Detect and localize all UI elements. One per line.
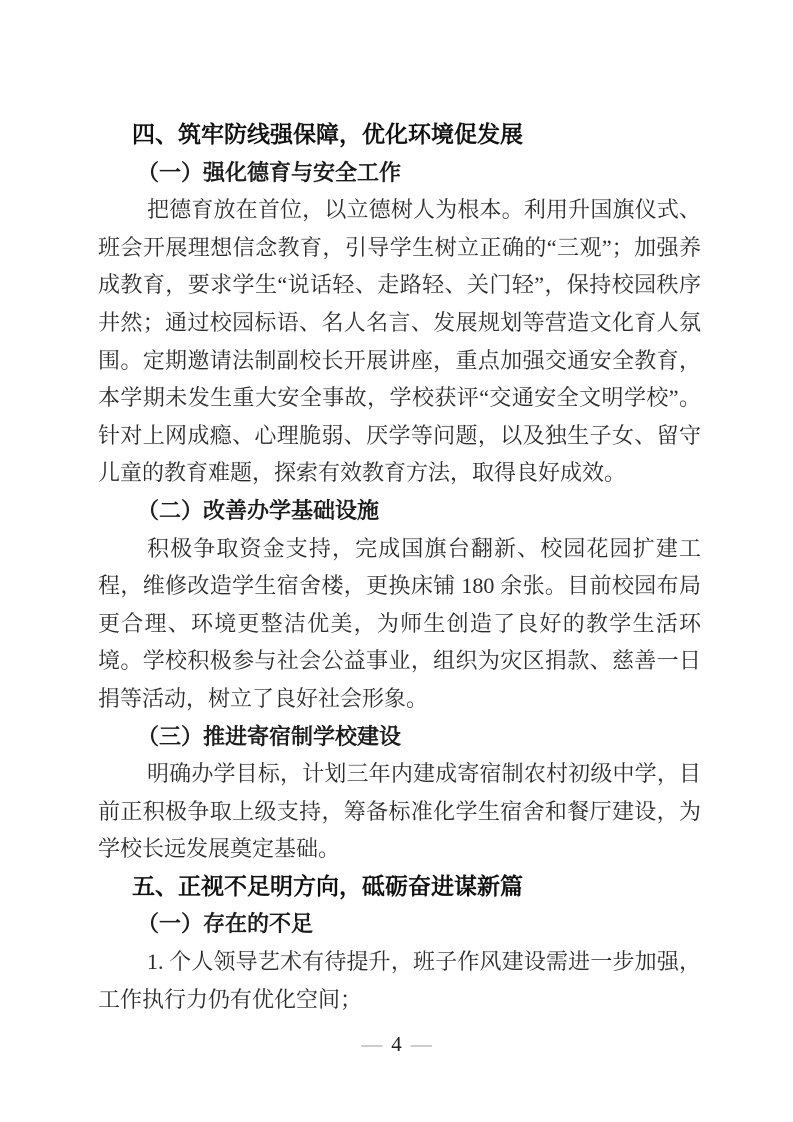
footer-dash-right: —: [410, 1032, 432, 1056]
section-heading: 五、正视不足明方向，砥砺奋进谋新篇: [132, 872, 523, 899]
sub-heading: （一）强化德育与安全工作: [137, 159, 402, 185]
paragraph: 明确办学目标，计划三年内建成寄宿制农村初级中学，目前正积极争取上级支持，筹备标准化学生宿舍和餐厅建设，为学校长远发展奠定基础。: [98, 761, 701, 862]
paragraph: 1. 个人领导艺术有待提升，班子作风建设需进一步加强，工作执行力仍有优化空间；: [98, 949, 701, 1012]
document-body: [98, 116, 701, 1018]
page-footer: [0, 1032, 793, 1056]
page-number: 4: [391, 1032, 402, 1056]
sub-heading: （三）推进寄宿制学校建设: [137, 723, 402, 749]
sub-heading: （一）存在的不足: [137, 911, 314, 937]
section-heading: 四、筑牢防线强保障，优化环境促发展: [132, 121, 523, 147]
sub-heading: （二）改善办学基础设施: [137, 497, 380, 523]
footer-dash-left: —: [361, 1032, 383, 1056]
paragraph: 把德育放在首位，以立德树人为根本。利用升国旗仪式、班会开展理想信念教育，引导学生树立正确的“三观”；加强养成教育，要求学生“说话轻、走路轻、关门轻”，保持校园秩序井然；通过校园标语、名人名言、发展规划等营造文化育人氛围。定期邀请法制副校长开展讲座，重点加强交通安全教育，本学期未发生重大安全事故，学校获评“交通安全文明学校”。针对上网成瘾、心理脆弱、厌学等问题，以及独生子女、留守儿童的教育难题，探索有效教育方法，取得良好成效。: [98, 197, 702, 486]
paragraph: 积极争取资金支持，完成国旗台翻新、校园花园扩建工程，维修改造学生宿舍楼，更换床铺 180 余张。目前校园布局更合理、环境更整洁优美，为师生创造了良好的教学生活环境。学校积极参与社会公益事业，组织为灾区捐款、慈善一日捐等活动，树立了良好社会形象。: [98, 535, 701, 711]
